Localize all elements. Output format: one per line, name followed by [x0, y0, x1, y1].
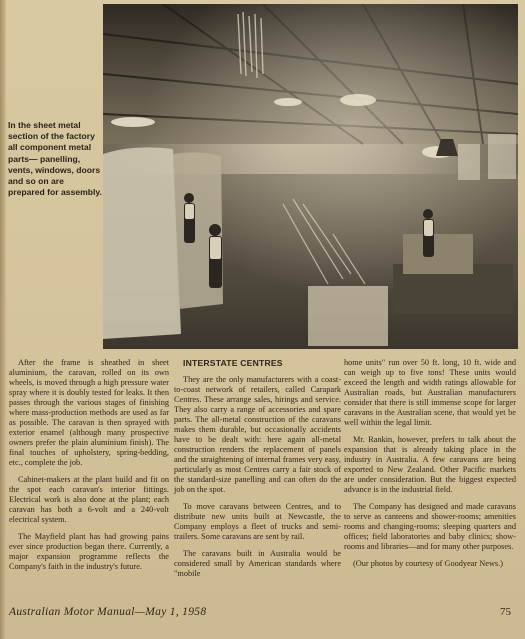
paragraph: After the frame is sheathed in sheet aluminium, the caravan, rolled on its own wheels, is moved through a high pressure water spray where it is doubly tested for leaks. It then passes through the various stages of finishing where mass-production methods are used as far as possible. The caravan is then sprayed with exterior enamel (although many prospective owners prefer the plain aluminium finish). The final touches of upholstery, spring-bedding, etc., complete the job. [9, 358, 169, 467]
page-footer [9, 606, 515, 624]
paragraph: The caravans built in Australia would be considered small by American standards where "mobile [174, 549, 341, 578]
paragraph: The Company has designed and made caravans to serve as canteens and shower-rooms; amenities rooms and changing-rooms; sleeping quarters and offices; field laboratories and baby clinics; show-rooms and libraries—and for many other purposes. [344, 502, 516, 551]
paragraph: The Mayfield plant has had growing pains ever since production began there. Currently, a major expansion programme reflects the Company's faith in the industry's future. [9, 532, 169, 571]
section-heading: INTERSTATE CENTRES [183, 358, 283, 368]
article-column-1 [9, 358, 169, 579]
article-column-3 [344, 358, 516, 576]
paragraph: To move caravans between Centres, and to distribute new units built at Newcastle, the Company employs a fleet of trucks and semi-trailers. Some caravans are sent by rail. [174, 502, 341, 541]
page-binding-edge [0, 0, 6, 639]
paragraph: Mr. Rankin, however, prefers to talk about the expansion that is already taking place in the industry in Australia. A few caravans are being exported to New Zealand. Other Pacific markets are under consideration. But the biggest expected advance is in the industrial field. [344, 435, 516, 494]
paragraph: home units" run over 50 ft. long, 10 ft. wide and can weigh up to five tons! These units would exceed the length and width ratings allowable for Australian roads, but Australian manufacturers consider that there is still immense scope for larger caravans in the Australian scene, that would yet be well within the legal limit. [344, 358, 516, 427]
publication-line: Australian Motor Manual—May 1, 1958 [9, 606, 207, 618]
page-number: 75 [500, 606, 511, 618]
article-column-2 [174, 358, 341, 586]
factory-photo [103, 4, 518, 349]
photo-caption: In the sheet metal section of the factory all component metal parts— panelling, vents, windows, doors and so on are prepared for assembly. [8, 120, 102, 198]
paragraph: They are the only manufacturers with a coast-to-coast network of retailers, called Carapark Centres. These arrange sales, hirings and service. They also carry a range of accessories and spare parts. The all-metal construction of the caravans makes them durable, but occasionally accidents have to be dealt with: here again all-metal construction renders the replacement of panels and the straightening of internal frames very easy, particularly as most Centres carry a fair stock of the standard-size panelling and can often do the job on the spot. [174, 375, 341, 494]
paragraph: Cabinet-makers at the plant build and fit on the spot each caravan's interior fittings. Electrical work is also done at the plant; each caravan has both a 6-volt and a 240-volt electrical system. [9, 475, 169, 524]
photo-credit: (Our photos by courtesy of Goodyear News.) [353, 559, 504, 568]
factory-photo-illustration [103, 4, 518, 349]
